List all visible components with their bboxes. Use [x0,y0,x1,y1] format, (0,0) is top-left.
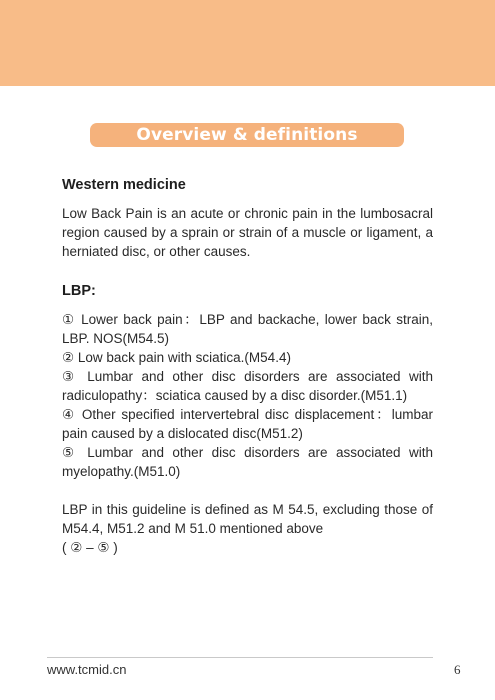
lbp-list-item: ④ Other specified intervertebral disc displacement：lumbar pain caused by a dislocated disc(M51.2) [62,407,433,441]
page-content [62,176,433,557]
header-band [0,0,495,86]
footer-divider [47,657,433,658]
lbp-list-item: ③ Lumbar and other disc disorders are associated with radiculopathy：sciatica caused by a disc disorder.(M51.1) [62,369,433,403]
lbp-definition: Low Back Pain is an acute or chronic pain in the lumbosacral region caused by a sprain or strain of a muscle or ligament, a herniated disc, or other causes. [62,206,433,259]
section-title: Overview & definitions [136,125,358,145]
section-title-banner [90,123,404,147]
footer-website: www.tcmid.cn [47,662,127,677]
lbp-classification-list [62,310,433,481]
lbp-list-item: ⑤ Lumbar and other disc disorders are associated with myelopathy.(M51.0) [62,445,433,479]
lbp-heading: LBP: [62,283,96,299]
guideline-note-range: ( ② – ⑤ ) [62,540,118,555]
page-number: 6 [454,662,461,677]
lbp-list-item: ① Lower back pain：LBP and backache, lower back strain, LBP. NOS(M54.5) [62,312,433,346]
guideline-note: LBP in this guideline is defined as M 54.5, excluding those of M54.4, M51.2 and M 51.0 mentioned above [62,502,433,536]
lbp-list-item: ② Low back pain with sciatica.(M54.4) [62,350,291,365]
spacer [62,481,433,500]
western-medicine-heading: Western medicine [62,177,186,193]
